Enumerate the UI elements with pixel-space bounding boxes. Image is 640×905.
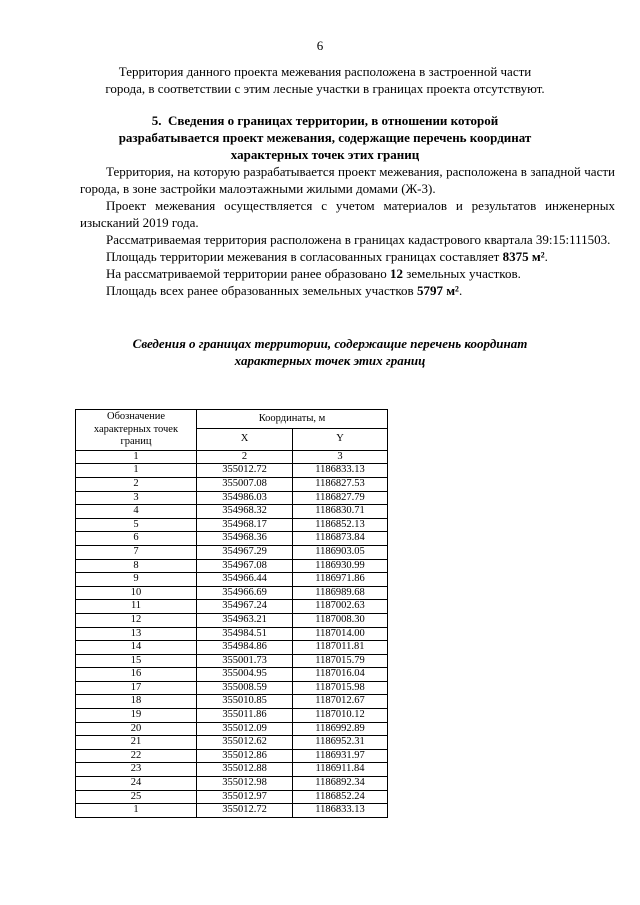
y-cell: 1186833.13 [293,804,388,818]
point-id-cell: 21 [76,736,197,750]
table-row [76,695,388,709]
point-id-cell: 17 [76,681,197,695]
y-cell: 1186989.68 [293,586,388,600]
point-id-cell: 6 [76,532,197,546]
table-row [76,627,388,641]
x-cell: 355001.73 [197,654,293,668]
point-id-cell: 1 [76,804,197,818]
point-id-cell: 7 [76,545,197,559]
paragraph-1: Территория, на которую разрабатывается проект межевания, расположена в западной части города, в зоне застройки малоэтажными жилыми домами (Ж-3). [80,164,615,196]
y-cell: 1186827.53 [293,477,388,491]
table-row [76,736,388,750]
x-cell: 355012.86 [197,749,293,763]
y-cell: 1187008.30 [293,613,388,627]
x-cell: 354966.69 [197,586,293,600]
parcel-count: 12 [390,266,404,281]
point-id-cell: 22 [76,749,197,763]
x-cell: 354968.17 [197,518,293,532]
paragraph-6: Площадь всех ранее образованных земельных участков 5797 м². [106,283,463,298]
point-id-cell: 24 [76,777,197,791]
point-id-cell: 3 [76,491,197,505]
section-title-line-1: Сведения о границах территории, в отношении которой [167,113,499,128]
x-cell: 355010.85 [197,695,293,709]
y-cell: 1186892.34 [293,777,388,791]
table-row [76,668,388,682]
x-cell: 355012.62 [197,736,293,750]
x-cell: 354984.51 [197,627,293,641]
table-row [76,573,388,587]
y-cell: 1186852.24 [293,790,388,804]
table-row [76,804,388,818]
x-cell: 354963.21 [197,613,293,627]
point-id-cell: 15 [76,654,197,668]
table-row [76,586,388,600]
table-row [76,681,388,695]
table-title-line-2: характерных точек этих границ [234,353,426,368]
y-cell: 1186852.13 [293,518,388,532]
table-body [76,464,388,817]
x-cell: 355012.72 [197,804,293,818]
y-cell: 1187012.67 [293,695,388,709]
x-cell: 354986.03 [197,491,293,505]
y-cell: 1186992.89 [293,722,388,736]
point-id-cell: 16 [76,668,197,682]
table-row [76,518,388,532]
paragraph-5: На рассматриваемой территории ранее образовано 12 земельных участков. [106,266,521,281]
area-value: 8375 м² [502,249,545,264]
table-row [76,654,388,668]
x-cell: 355007.08 [197,477,293,491]
table-title-line-1: Сведения о границах территории, содержащие перечень координат [132,336,528,351]
paragraph-2: Проект межевания осуществляется с учетом материалов и результатов инженерных изысканий 2019 года. [80,198,615,230]
x-cell: 354984.86 [197,641,293,655]
table-row [76,464,388,478]
table-row [76,749,388,763]
y-cell: 1187011.81 [293,641,388,655]
table-row [76,613,388,627]
col-coords-header: Координаты, м [197,410,388,429]
x-cell: 355012.88 [197,763,293,777]
x-cell: 355012.98 [197,777,293,791]
paragraph-3: Рассматриваемая территория расположена в границах кадастрового квартала 39:15:111503. [106,232,611,247]
table-row [76,722,388,736]
x-cell: 354968.36 [197,532,293,546]
col-y-header: Y [293,429,388,450]
table-row [76,600,388,614]
x-cell: 354967.24 [197,600,293,614]
y-cell: 1186873.84 [293,532,388,546]
point-id-cell: 11 [76,600,197,614]
table-row [76,709,388,723]
y-cell: 1186930.99 [293,559,388,573]
point-id-cell: 5 [76,518,197,532]
x-cell: 355012.72 [197,464,293,478]
point-id-cell: 23 [76,763,197,777]
point-id-cell: 18 [76,695,197,709]
table-row [76,790,388,804]
y-cell: 1187014.00 [293,627,388,641]
x-cell: 354967.08 [197,559,293,573]
table-title [100,335,560,369]
intro-line-1: Территория данного проекта межевания расположена в застроенной части [118,64,532,79]
col-points-header: Обозначение характерных точек границ [76,410,197,451]
x-cell: 355012.97 [197,790,293,804]
x-cell: 354968.32 [197,505,293,519]
y-cell: 1187002.63 [293,600,388,614]
x-cell: 355011.86 [197,709,293,723]
x-cell: 355012.09 [197,722,293,736]
point-id-cell: 4 [76,505,197,519]
body-paragraphs [80,163,615,299]
section-number: 5. [151,113,162,128]
x-cell: 355004.95 [197,668,293,682]
point-id-cell: 12 [76,613,197,627]
table-row [76,641,388,655]
point-id-cell: 13 [76,627,197,641]
parcels-area-value: 5797 м² [416,283,459,298]
section-title-line-3: характерных точек этих границ [230,147,420,162]
section-5-heading [80,112,570,163]
y-cell: 1187015.79 [293,654,388,668]
point-id-cell: 19 [76,709,197,723]
section-title-line-2: разрабатывается проект межевания, содержащие перечень координат [118,130,532,145]
y-cell: 1186830.71 [293,505,388,519]
table-row [76,545,388,559]
point-id-cell: 10 [76,586,197,600]
y-cell: 1186952.31 [293,736,388,750]
y-cell: 1186833.13 [293,464,388,478]
point-id-cell: 25 [76,790,197,804]
point-id-cell: 9 [76,573,197,587]
table-row [76,559,388,573]
point-id-cell: 2 [76,477,197,491]
x-cell: 354966.44 [197,573,293,587]
y-cell: 1186911.84 [293,763,388,777]
point-id-cell: 1 [76,464,197,478]
table-row [76,491,388,505]
col-x-header: X [197,429,293,450]
point-id-cell: 20 [76,722,197,736]
page-number: 6 [316,38,324,53]
y-cell: 1186971.86 [293,573,388,587]
x-cell: 354967.29 [197,545,293,559]
intro-line-2: города, в соответствии с этим лесные участки в границах проекта отсутствуют. [105,81,545,96]
point-id-cell: 8 [76,559,197,573]
coordinates-table [75,409,388,818]
paragraph-4: Площадь территории межевания в согласованных границах составляет 8375 м². [106,249,548,264]
y-cell: 1186903.05 [293,545,388,559]
y-cell: 1187016.04 [293,668,388,682]
y-cell: 1186931.97 [293,749,388,763]
index-row: 1 2 3 [76,450,388,464]
table-row [76,532,388,546]
y-cell: 1187010.12 [293,709,388,723]
y-cell: 1187015.98 [293,681,388,695]
point-id-cell: 14 [76,641,197,655]
table-row [76,505,388,519]
y-cell: 1186827.79 [293,491,388,505]
table-row [76,777,388,791]
table-row [76,477,388,491]
table-row [76,763,388,777]
intro-text [70,63,580,97]
x-cell: 355008.59 [197,681,293,695]
